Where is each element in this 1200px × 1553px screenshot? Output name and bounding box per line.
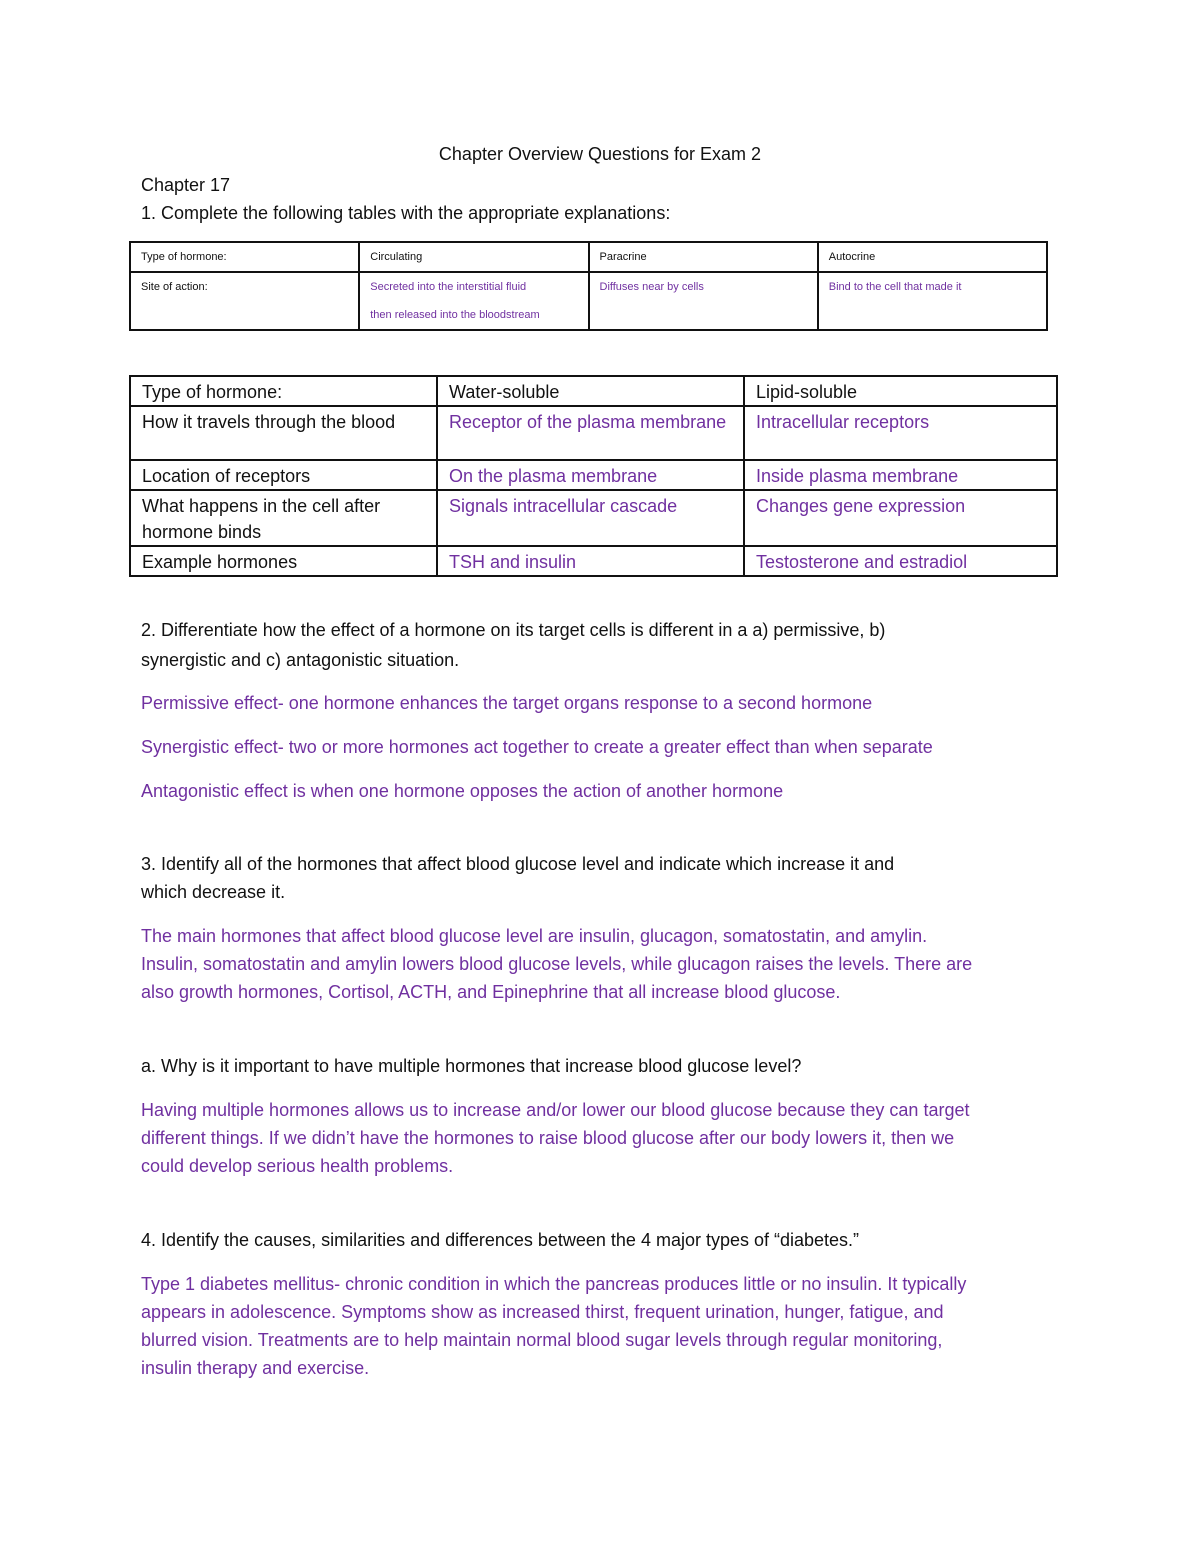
hormone-site-table (129, 241, 1048, 331)
hormone-solubility-table (129, 375, 1058, 577)
table-row (130, 272, 1047, 330)
answer-synergistic: Synergistic effect- two or more hormones act together to create a greater effect than when separate (141, 737, 933, 757)
table-cell: How it travels through the blood (130, 406, 437, 460)
chapter-heading: Chapter 17 (141, 175, 231, 195)
table-cell: Type of hormone: (130, 242, 359, 272)
answer-3 (141, 922, 972, 1006)
table-row (130, 242, 1047, 272)
table-cell: Type of hormone: (130, 376, 437, 406)
table-cell: Water-soluble (437, 376, 744, 406)
answer-line: insulin therapy and exercise. (141, 1358, 370, 1378)
table-cell: Receptor of the plasma membrane (437, 406, 744, 460)
table-cell: Example hormones (130, 546, 437, 576)
answer-line: Having multiple hormones allows us to increase and/or lower our blood glucose because they can target (141, 1100, 970, 1120)
answer-3a (141, 1096, 969, 1180)
answer-line: then released into the bloodstream (370, 309, 540, 321)
answer-permissive: Permissive effect- one hormone enhances the target organs response to a second hormone (141, 693, 873, 713)
table-cell: Lipid-soluble (744, 376, 1057, 406)
answer-line: Insulin, somatostatin and amylin lowers blood glucose levels, while glucagon raises the levels. There are (141, 954, 973, 974)
answer-line: appears in adolescence. Symptoms show as increased thirst, frequent urination, hunger, fatigue, and (141, 1302, 944, 1322)
question-3a: a. Why is it important to have multiple hormones that increase blood glucose level? (141, 1056, 802, 1076)
table-row (130, 376, 1057, 406)
table-cell: On the plasma membrane (437, 460, 744, 490)
table-cell: Circulating (359, 242, 588, 272)
table-row (130, 460, 1057, 490)
table-cell: Paracrine (589, 242, 818, 272)
table-cell (359, 272, 588, 330)
table-cell: What happens in the cell after hormone binds (130, 490, 437, 546)
table-row (130, 546, 1057, 576)
table-cell: Inside plasma membrane (744, 460, 1057, 490)
table-cell: Intracellular receptors (744, 406, 1057, 460)
question-4: 4. Identify the causes, similarities and differences between the 4 major types of “diabetes.” (141, 1230, 860, 1250)
table-cell: Site of action: (130, 272, 359, 330)
question-2-line-1: 2. Differentiate how the effect of a hormone on its target cells is different in a a) permissive, b) (141, 620, 886, 640)
answer-line: could develop serious health problems. (141, 1156, 454, 1176)
answer-line: Secreted into the interstitial fluid (370, 281, 527, 293)
page-title: Chapter Overview Questions for Exam 2 (438, 144, 762, 164)
table-cell: Bind to the cell that made it (818, 272, 1047, 330)
answer-line: blurred vision. Treatments are to help maintain normal blood sugar levels through regular monitoring, (141, 1330, 943, 1350)
table-cell: Changes gene expression (744, 490, 1057, 546)
table-cell: Autocrine (818, 242, 1047, 272)
table-cell: Diffuses near by cells (589, 272, 818, 330)
question-3-line-2: which decrease it. (141, 882, 286, 902)
answer-antagonistic: Antagonistic effect is when one hormone opposes the action of another hormone (141, 781, 784, 801)
question-3-line-1: 3. Identify all of the hormones that affect blood glucose level and indicate which increase it and (141, 854, 895, 874)
answer-line: The main hormones that affect blood glucose level are insulin, glucagon, somatostatin, and amylin. (141, 926, 928, 946)
answer-4 (141, 1270, 966, 1382)
question-2-line-2: synergistic and c) antagonistic situation. (141, 650, 460, 670)
table-cell: Testosterone and estradiol (744, 546, 1057, 576)
answer-line: Type 1 diabetes mellitus- chronic condition in which the pancreas produces little or no insulin. It typically (141, 1274, 967, 1294)
question-1: 1. Complete the following tables with the appropriate explanations: (141, 203, 671, 223)
answer-line: also growth hormones, Cortisol, ACTH, and Epinephrine that all increase blood glucose. (141, 982, 841, 1002)
table-row (130, 490, 1057, 546)
answer-line: different things. If we didn’t have the hormones to raise blood glucose after our body lowers it, then we (141, 1128, 955, 1148)
table-cell: TSH and insulin (437, 546, 744, 576)
table-cell: Signals intracellular cascade (437, 490, 744, 546)
table-row (130, 406, 1057, 460)
table-cell: Location of receptors (130, 460, 437, 490)
